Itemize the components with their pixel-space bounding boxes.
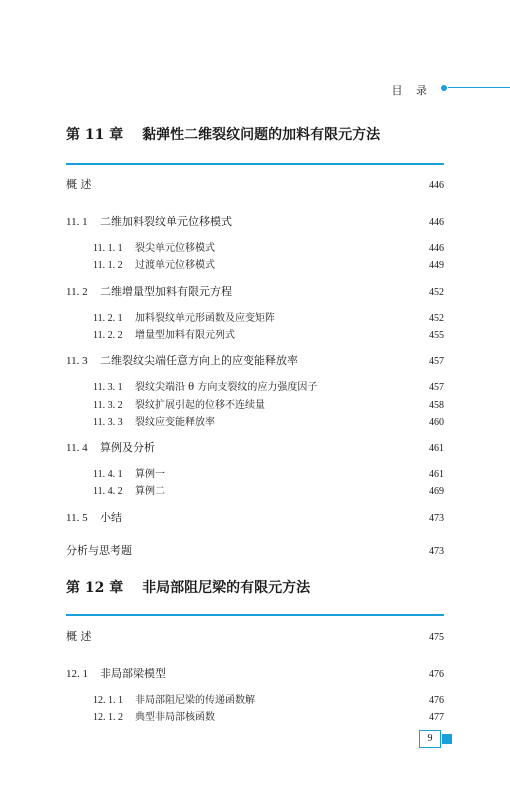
subsection-page: 461 xyxy=(429,469,444,480)
subsection-title: 裂纹扩展引起的位移不连续量 xyxy=(135,400,265,411)
subsection-title: 裂尖单元位移模式 xyxy=(135,243,215,254)
toc-entry-overview[interactable] xyxy=(66,176,444,192)
toc-subsection[interactable] xyxy=(93,479,444,498)
section-title: 非局部梁模型 xyxy=(100,667,166,680)
toc-section[interactable] xyxy=(66,662,444,681)
section-title: 二维加料裂纹单元位移模式 xyxy=(100,215,232,228)
entry-title: 概 述 xyxy=(66,178,92,191)
section-page: 461 xyxy=(429,443,444,454)
subsection-number: 11. 3. 1 xyxy=(93,382,123,393)
section-number: 11. 3 xyxy=(66,355,88,367)
subsection-title: 增量型加料有限元列式 xyxy=(135,330,235,341)
section-page: 446 xyxy=(429,217,444,228)
subsection-title: 裂纹应变能释放率 xyxy=(135,417,215,428)
chapter-rule xyxy=(66,163,444,165)
toc-section[interactable] xyxy=(66,436,444,455)
subsection-page: 476 xyxy=(429,695,444,706)
subsection-page: 455 xyxy=(429,330,444,341)
subsection-title: 算例一 xyxy=(135,469,165,480)
subsection-number: 11. 4. 2 xyxy=(93,486,123,497)
running-header: 目 录 xyxy=(391,84,432,97)
toc-subsection[interactable] xyxy=(93,323,444,342)
section-number: 12. 1 xyxy=(66,668,88,680)
toc-entry-exercises[interactable] xyxy=(66,542,444,558)
subsection-number: 11. 2. 1 xyxy=(93,313,123,324)
entry-title: 分析与思考题 xyxy=(66,544,132,557)
chapter-rule xyxy=(66,614,444,616)
page-number: 9 xyxy=(419,730,441,748)
toc-subsection[interactable] xyxy=(93,253,444,272)
chapter-number: 第 12 章 xyxy=(66,580,124,596)
section-title: 二维裂纹尖端任意方向上的应变能释放率 xyxy=(100,354,298,367)
entry-page: 475 xyxy=(429,632,444,643)
footer-square-ornament xyxy=(442,734,452,744)
toc-entry-overview[interactable] xyxy=(66,628,444,644)
toc-section[interactable] xyxy=(66,210,444,229)
section-title: 二维增量型加料有限元方程 xyxy=(100,285,232,298)
subsection-title: 典型非局部核函数 xyxy=(135,712,215,723)
subsection-page: 449 xyxy=(429,260,444,271)
subsection-number: 11. 1. 1 xyxy=(93,243,123,254)
subsection-page: 446 xyxy=(429,243,444,254)
subsection-page: 458 xyxy=(429,400,444,411)
toc-section[interactable] xyxy=(66,349,444,368)
toc-subsection[interactable] xyxy=(93,410,444,429)
section-page: 473 xyxy=(429,513,444,524)
entry-page: 446 xyxy=(429,180,444,191)
chapter-title: 非局部阻尼梁的有限元方法 xyxy=(142,580,311,596)
section-number: 11. 5 xyxy=(66,512,88,524)
section-page: 452 xyxy=(429,287,444,298)
section-page: 457 xyxy=(429,356,444,367)
section-title: 算例及分析 xyxy=(100,441,155,454)
subsection-title: 非局部阻尼梁的传递函数解 xyxy=(135,695,255,706)
subsection-number: 12. 1. 1 xyxy=(93,695,123,706)
toc-subsection[interactable] xyxy=(93,705,444,724)
subsection-page: 452 xyxy=(429,313,444,324)
subsection-page: 477 xyxy=(429,712,444,723)
section-number: 11. 1 xyxy=(66,216,88,228)
subsection-number: 11. 3. 2 xyxy=(93,400,123,411)
section-number: 11. 2 xyxy=(66,286,88,298)
subsection-number: 11. 4. 1 xyxy=(93,469,123,480)
subsection-number: 11. 3. 3 xyxy=(93,417,123,428)
chapter-number: 第 11 章 xyxy=(66,127,124,143)
subsection-page: 460 xyxy=(429,417,444,428)
subsection-title: 加料裂纹单元形函数及应变矩阵 xyxy=(135,313,275,324)
entry-title: 概 述 xyxy=(66,630,92,643)
section-page: 476 xyxy=(429,669,444,680)
header-rule xyxy=(448,87,510,88)
header-dot-ornament xyxy=(441,85,447,91)
entry-page: 473 xyxy=(429,546,444,557)
subsection-title: 算例二 xyxy=(135,486,165,497)
subsection-page: 469 xyxy=(429,486,444,497)
subsection-title: 裂纹尖端沿 θ 方向支裂纹的应力强度因子 xyxy=(135,382,318,393)
subsection-title: 过渡单元位移模式 xyxy=(135,260,215,271)
chapter-heading xyxy=(66,577,310,597)
section-number: 11. 4 xyxy=(66,442,88,454)
toc-section[interactable] xyxy=(66,506,444,525)
chapter-title: 黏弹性二维裂纹问题的加料有限元方法 xyxy=(142,127,381,143)
section-title: 小结 xyxy=(100,511,122,524)
subsection-number: 11. 2. 2 xyxy=(93,330,123,341)
subsection-number: 12. 1. 2 xyxy=(93,712,123,723)
toc-section[interactable] xyxy=(66,280,444,299)
toc-subsection[interactable] xyxy=(93,375,444,394)
subsection-number: 11. 1. 2 xyxy=(93,260,123,271)
chapter-heading xyxy=(66,124,380,144)
subsection-page: 457 xyxy=(429,382,444,393)
